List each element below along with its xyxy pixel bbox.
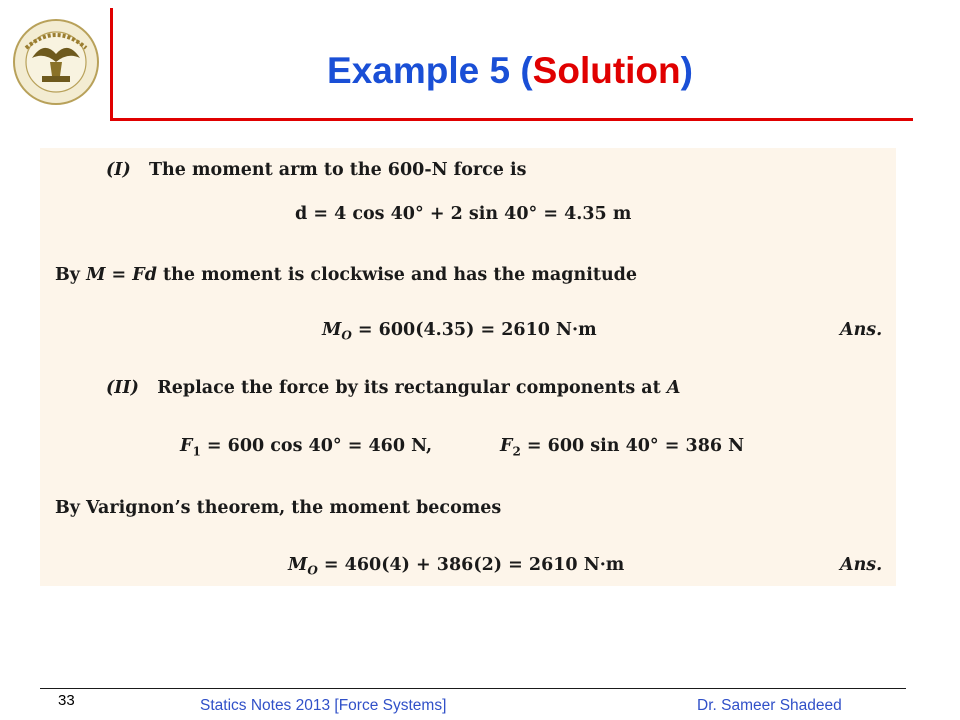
solution-line-5: (II) Replace the force by its rectangular components at A [106,378,681,398]
title-highlight: Solution [532,50,681,91]
solution-line-1: (I) The moment arm to the 600-N force is [106,160,527,180]
footer-rule [40,688,906,689]
footer-course-title: Statics Notes 2013 [Force Systems] [200,697,447,714]
slide-title [0,50,960,92]
moment-arm-equation: d = 4 cos 40° + 2 sin 40° = 4.35 m [295,204,632,224]
solution-line-3: By M = Fd the moment is clockwise and has the magnitude [55,265,638,285]
answer-label-1: Ans. [840,320,883,340]
header-horizontal-rule [110,118,913,121]
footer-author: Dr. Sameer Shadeed [697,697,842,714]
part-label-i: (I) [106,160,131,180]
part-label-ii: (II) [106,378,139,398]
answer-label-2: Ans. [840,555,883,575]
force-component-f1: $F_1 = 600$ cos 40° = 460 N, [180,436,433,459]
moment-result-2: $M_O = 460(4) + 386(2) = 2610$ N·m [288,555,625,578]
solution-line-7: By Varignon’s theorem, the moment becomes [55,498,502,518]
title-close: ) [680,50,693,91]
moment-result-1: $M_O = 600(4.35) = 2610$ N·m [322,320,597,343]
page-number: 33 [58,692,75,709]
force-component-f2: $F_2 = 600$ sin 40° = 386 N [500,436,745,459]
solution-panel [40,148,896,586]
title-main: Example 5 ( [327,50,533,91]
